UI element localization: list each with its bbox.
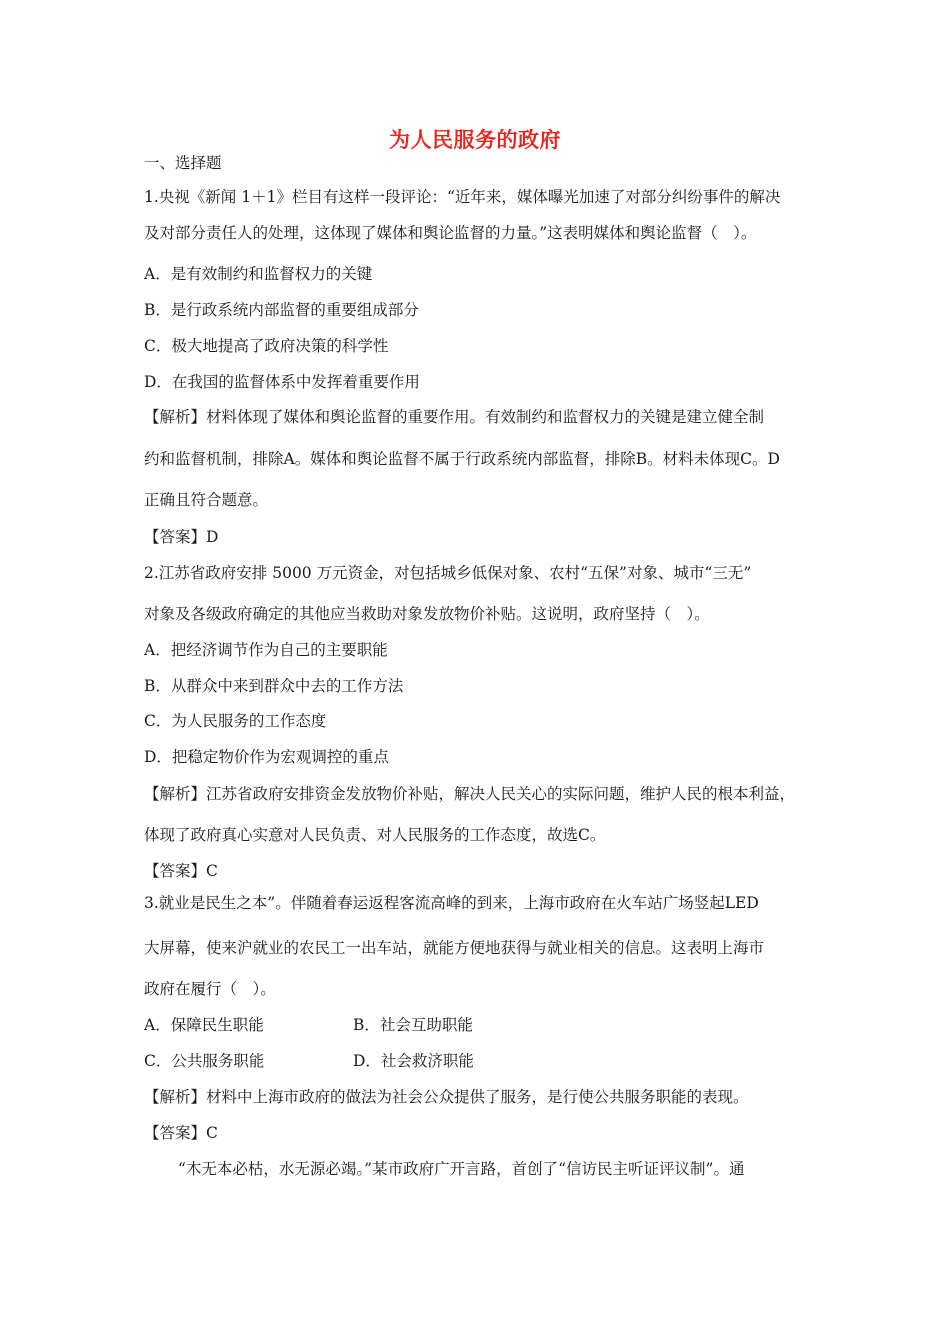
q2-answer: 【答案】C [144, 862, 218, 880]
q3-options-row-2 [144, 1051, 664, 1071]
q2-analysis-line-1: 【解析】江苏省政府安排资金发放物价补贴，解决人民关心的实际问题，维护人民的根本利益， [144, 785, 796, 803]
q1-stem-line-2: 及对部分责任人的处理，这体现了媒体和舆论监督的力量。”这表明媒体和舆论监督（ ）。 [144, 224, 757, 242]
q3-option-d: D．社会救济职能 [353, 1052, 474, 1070]
q2-option-a: A．把经济调节作为自己的主要职能 [144, 641, 388, 659]
q1-answer: 【答案】D [144, 528, 219, 546]
q3-option-b: B．社会互助职能 [353, 1016, 473, 1034]
q3-stem-line-1: 3.就业是民生之本”。伴随着春运返程客流高峰的到来，上海市政府在火车站广场竖起LED [144, 894, 759, 912]
q2-option-c: C．为人民服务的工作态度 [144, 712, 327, 730]
q2-option-d: D．把稳定物价作为宏观调控的重点 [144, 748, 389, 766]
q3-analysis: 【解析】材料中上海市政府的做法为社会公众提供了服务，是行使公共服务职能的表现。 [144, 1088, 749, 1106]
q1-analysis-line-3: 正确且符合题意。 [144, 491, 269, 509]
section-heading: 一、选择题 [144, 154, 222, 172]
q3-answer: 【答案】C [144, 1124, 218, 1142]
q3-options-row-1 [144, 1015, 664, 1035]
q2-stem-line-1: 2.江苏省政府安排 5000 万元资金，对包括城乡低保对象、农村“五保”对象、城市“三无” [144, 564, 752, 582]
q3-stem-line-2: 大屏幕，使来沪就业的农民工一出车站，就能方便地获得与就业相关的信息。这表明上海市 [144, 939, 765, 957]
q1-analysis-line-2: 约和监督机制，排除A。媒体和舆论监督不属于行政系统内部监督，排除B。材料未体现C。D [144, 450, 780, 468]
q1-option-d: D．在我国的监督体系中发挥着重要作用 [144, 373, 420, 391]
q1-option-b: B．是行政系统内部监督的重要组成部分 [144, 301, 419, 319]
q1-analysis-line-1: 【解析】材料体现了媒体和舆论监督的重要作用。有效制约和监督权力的关键是建立健全制 [144, 408, 765, 426]
q1-option-a: A．是有效制约和监督权力的关键 [144, 265, 373, 283]
q3-option-a: A．保障民生职能 [144, 1016, 264, 1034]
q3-option-c: C．公共服务职能 [144, 1052, 265, 1070]
q4-stem-line-1: “木无本必枯，水无源必竭。”某市政府广开言路，首创了“信访民主听证评议制”。通 [178, 1160, 745, 1178]
page-title: 为人民服务的政府 [389, 128, 561, 152]
q3-stem-line-3: 政府在履行（ ）。 [144, 980, 276, 998]
q1-stem-line-1: 1.央视《新闻 1＋1》栏目有这样一段评论：“近年来，媒体曝光加速了对部分纠纷事件的解决 [144, 188, 781, 206]
q2-option-b: B．从群众中来到群众中去的工作方法 [144, 677, 404, 695]
q1-option-c: C．极大地提高了政府决策的科学性 [144, 337, 389, 355]
q2-analysis-line-2: 体现了政府真心实意对人民负责、对人民服务的工作态度，故选C。 [144, 826, 606, 844]
q2-stem-line-2: 对象及各级政府确定的其他应当救助对象发放物价补贴。这说明，政府坚持（ ）。 [144, 605, 710, 623]
